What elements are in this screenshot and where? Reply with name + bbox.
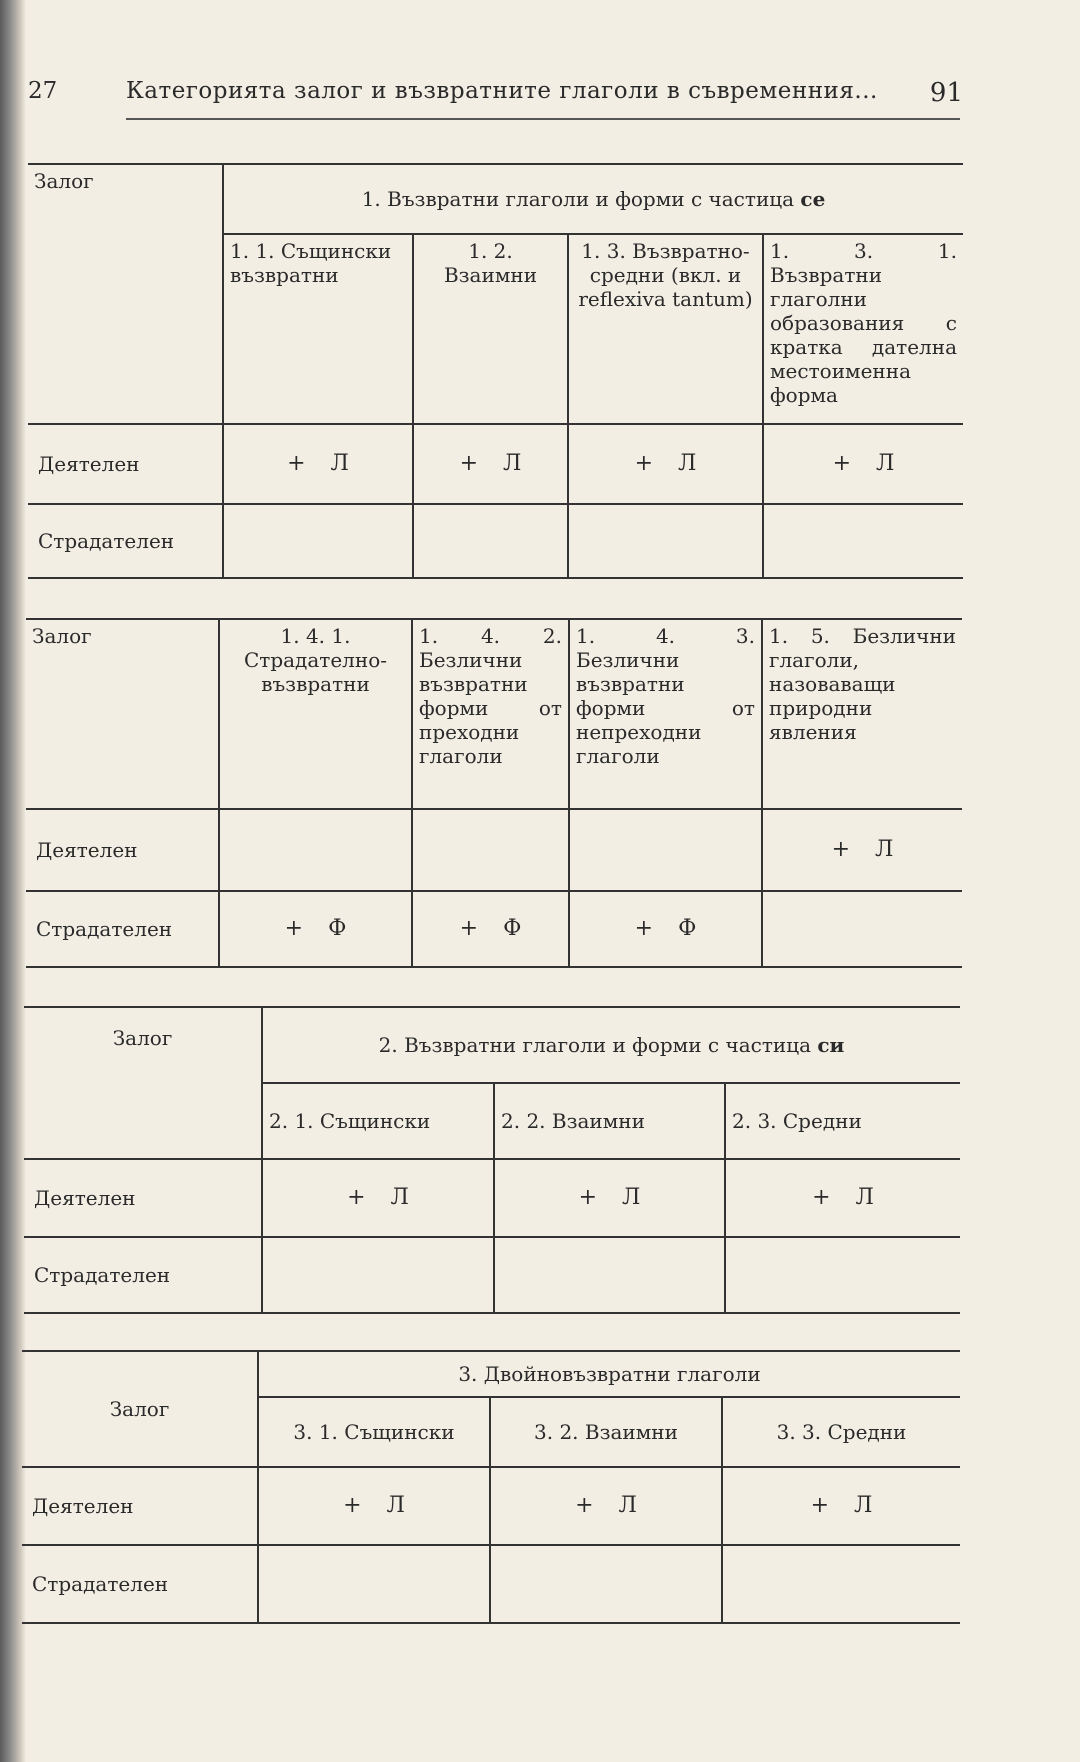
row-label-active: Деятелен bbox=[24, 1159, 262, 1237]
table-cell bbox=[568, 504, 763, 578]
table-particle-si bbox=[24, 1006, 960, 1314]
running-header bbox=[28, 78, 963, 118]
table-cell: + Л bbox=[490, 1467, 722, 1545]
row-label-passive: Страдателен bbox=[26, 891, 219, 967]
header-rule bbox=[126, 118, 960, 120]
column-header: 1. 5. Безлични глаголи, назоваващи природни явления bbox=[762, 619, 962, 809]
group-particle: си bbox=[817, 1033, 845, 1057]
table-cell: + Л bbox=[763, 424, 963, 504]
row-label-passive: Страдателен bbox=[24, 1237, 262, 1313]
table-cell: + Л bbox=[568, 424, 763, 504]
table-cell bbox=[223, 504, 413, 578]
column-header: 1. 3. 1. Възвратни глаголни образования с кратка дателна местоименна форма bbox=[763, 234, 963, 424]
table-cell bbox=[569, 809, 762, 891]
table-cell: + Л bbox=[762, 809, 962, 891]
group-header bbox=[223, 164, 963, 234]
table-cell bbox=[413, 504, 568, 578]
page-number: 91 bbox=[929, 78, 963, 108]
table-corner: Залог bbox=[22, 1351, 258, 1467]
table-particle-se-part2 bbox=[26, 618, 962, 968]
column-header: 1. 4. 2. Безлични възвратни форми от преходни глаголи bbox=[412, 619, 569, 809]
table-cell bbox=[722, 1545, 960, 1623]
column-header: 2. 3. Средни bbox=[725, 1083, 960, 1159]
group-particle: се bbox=[800, 187, 826, 211]
table-cell: + Л bbox=[223, 424, 413, 504]
table-double-reflexive bbox=[22, 1350, 960, 1624]
group-header bbox=[262, 1007, 960, 1083]
group-header-text: 1. Възвратни глаголи и форми с частица bbox=[361, 187, 795, 211]
row-label-active: Деятелен bbox=[22, 1467, 258, 1545]
table-cell: + Л bbox=[494, 1159, 725, 1237]
table-cell: + Л bbox=[725, 1159, 960, 1237]
column-header: 1. 1. Същински възвратни bbox=[223, 234, 413, 424]
table-cell: + Л bbox=[413, 424, 568, 504]
table-cell: + Л bbox=[262, 1159, 494, 1237]
table-cell: + Л bbox=[722, 1467, 960, 1545]
column-header: 1. 2. Взаимни bbox=[413, 234, 568, 424]
table-cell bbox=[725, 1237, 960, 1313]
row-label-active: Деятелен bbox=[28, 424, 223, 504]
table-corner: Залог bbox=[28, 164, 223, 424]
table-cell: + Ф bbox=[569, 891, 762, 967]
table-cell bbox=[763, 504, 963, 578]
table-corner: Залог bbox=[24, 1007, 262, 1159]
table-cell bbox=[494, 1237, 725, 1313]
column-header: 3. 3. Средни bbox=[722, 1397, 960, 1467]
table-corner: Залог bbox=[26, 619, 219, 809]
table-cell: + Ф bbox=[412, 891, 569, 967]
column-header: 3. 2. Взаимни bbox=[490, 1397, 722, 1467]
column-header: 2. 1. Същински bbox=[262, 1083, 494, 1159]
table-cell: + Л bbox=[258, 1467, 490, 1545]
table-cell: + Ф bbox=[219, 891, 412, 967]
group-header: 3. Двойновъзвратни глаголи bbox=[258, 1351, 960, 1397]
running-title: Категорията залог и възвратните глаголи в съвременния... bbox=[126, 78, 878, 104]
table-cell bbox=[219, 809, 412, 891]
row-label-active: Деятелен bbox=[26, 809, 219, 891]
table-particle-se-part1 bbox=[28, 163, 963, 579]
column-header: 1. 4. 1. Страдателно-възвратни bbox=[219, 619, 412, 809]
column-header: 1. 4. 3. Безлични възвратни форми от непреходни глаголи bbox=[569, 619, 762, 809]
column-header: 2. 2. Взаимни bbox=[494, 1083, 725, 1159]
left-page-number: 27 bbox=[28, 78, 58, 104]
row-label-passive: Страдателен bbox=[22, 1545, 258, 1623]
table-cell bbox=[258, 1545, 490, 1623]
column-header: 1. 3. Възвратно-средни (вкл. и reflexiva tantum) bbox=[568, 234, 763, 424]
row-label-passive: Страдателен bbox=[28, 504, 223, 578]
column-header: 3. 1. Същински bbox=[258, 1397, 490, 1467]
table-cell bbox=[262, 1237, 494, 1313]
table-cell bbox=[490, 1545, 722, 1623]
group-header-text: 2. Възвратни глаголи и форми с частица bbox=[378, 1033, 811, 1057]
table-cell bbox=[762, 891, 962, 967]
table-cell bbox=[412, 809, 569, 891]
